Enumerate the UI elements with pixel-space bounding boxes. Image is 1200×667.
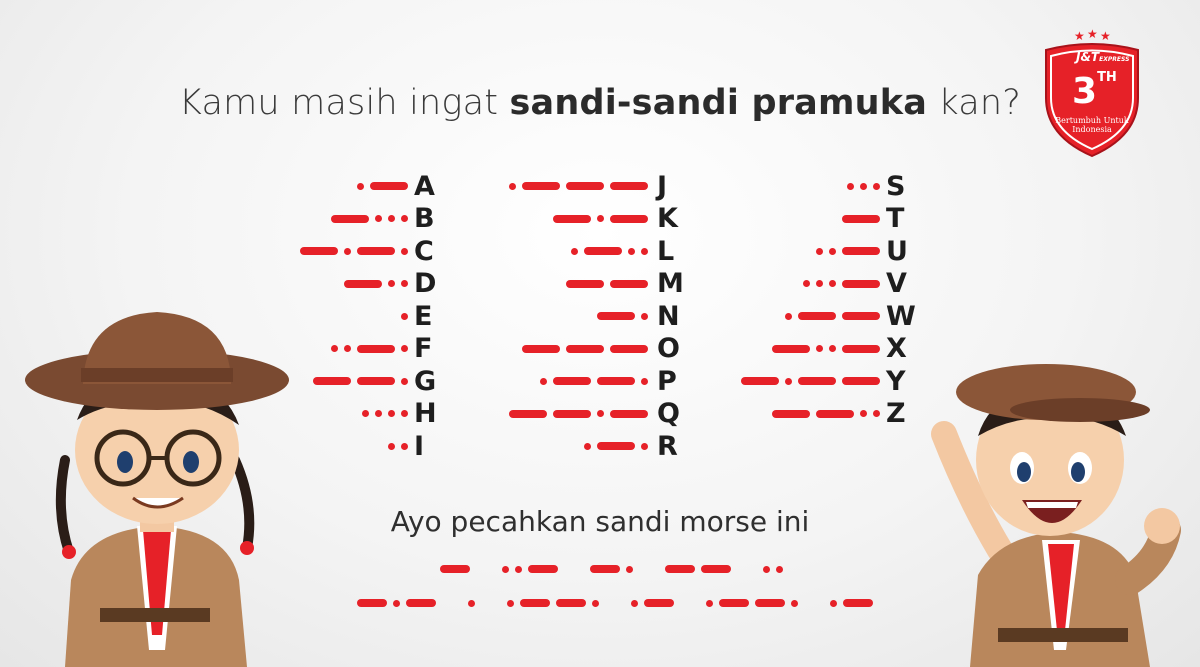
morse-dot bbox=[388, 215, 395, 222]
puzzle-word-group bbox=[468, 600, 475, 607]
morse-dash bbox=[842, 312, 880, 320]
morse-code-f bbox=[331, 334, 408, 364]
morse-code-w bbox=[785, 301, 880, 331]
morse-dot bbox=[860, 410, 867, 417]
morse-dash bbox=[440, 565, 470, 573]
morse-dot bbox=[829, 280, 836, 287]
morse-dot bbox=[816, 248, 823, 255]
morse-dash bbox=[406, 599, 436, 607]
morse-dot bbox=[829, 248, 836, 255]
morse-dot bbox=[468, 600, 475, 607]
morse-code-p bbox=[540, 366, 648, 396]
puzzle-word-group bbox=[590, 565, 633, 573]
morse-dot bbox=[706, 600, 713, 607]
morse-dot bbox=[631, 600, 638, 607]
morse-letter-n: N bbox=[657, 300, 680, 332]
morse-dot bbox=[401, 313, 408, 320]
morse-dot bbox=[344, 248, 351, 255]
morse-dot bbox=[401, 443, 408, 450]
morse-dot bbox=[803, 280, 810, 287]
morse-dot bbox=[502, 566, 509, 573]
morse-dot bbox=[641, 313, 648, 320]
morse-code-b bbox=[331, 204, 408, 234]
morse-dash bbox=[528, 565, 558, 573]
morse-dash bbox=[772, 345, 810, 353]
morse-dash bbox=[597, 377, 635, 385]
morse-code-e bbox=[401, 301, 408, 331]
badge-line1: Bertumbuh Untuk bbox=[1055, 116, 1129, 125]
morse-letter-a: A bbox=[414, 170, 435, 202]
morse-dash bbox=[357, 599, 387, 607]
morse-dash bbox=[701, 565, 731, 573]
morse-dot bbox=[344, 345, 351, 352]
morse-code-i bbox=[388, 431, 408, 461]
morse-code-m bbox=[566, 269, 648, 299]
morse-dash bbox=[665, 565, 695, 573]
morse-code-r bbox=[584, 431, 648, 461]
morse-letter-h: H bbox=[414, 398, 437, 429]
morse-code-k bbox=[553, 204, 648, 234]
morse-dash bbox=[584, 247, 622, 255]
morse-letter-p: P bbox=[657, 365, 677, 397]
morse-letter-k: K bbox=[657, 203, 678, 234]
morse-dash bbox=[610, 215, 648, 223]
morse-dot bbox=[628, 248, 635, 255]
morse-dot bbox=[641, 443, 648, 450]
morse-dot bbox=[401, 248, 408, 255]
morse-code-u bbox=[816, 236, 880, 266]
morse-dot bbox=[597, 410, 604, 417]
puzzle-word-group bbox=[502, 565, 558, 573]
heading-bold: sandi-sandi pramuka bbox=[509, 83, 928, 123]
morse-dash bbox=[842, 215, 880, 223]
badge-brand-sub: EXPRESS bbox=[1099, 56, 1130, 63]
morse-code-v bbox=[803, 269, 880, 299]
morse-dot bbox=[571, 248, 578, 255]
puzzle-prompt: Ayo pecahkan sandi morse ini bbox=[390, 505, 810, 538]
jt-anniversary-badge bbox=[1040, 28, 1144, 160]
badge-years: 3 bbox=[1072, 71, 1098, 112]
morse-letter-f: F bbox=[414, 333, 433, 364]
morse-letter-l: L bbox=[657, 235, 675, 267]
morse-letter-g: G bbox=[414, 365, 437, 397]
morse-code-l bbox=[571, 236, 648, 266]
morse-dash bbox=[331, 215, 369, 223]
morse-dot bbox=[515, 566, 522, 573]
puzzle-word-group bbox=[507, 599, 599, 607]
morse-dot bbox=[331, 345, 338, 352]
morse-dot bbox=[641, 378, 648, 385]
morse-dot bbox=[873, 410, 880, 417]
badge-years-sup: TH bbox=[1097, 70, 1117, 85]
morse-dot bbox=[847, 183, 854, 190]
morse-dot bbox=[626, 566, 633, 573]
morse-code-s bbox=[847, 171, 880, 201]
morse-dash bbox=[798, 312, 836, 320]
morse-code-z bbox=[772, 399, 880, 429]
morse-dash bbox=[357, 377, 395, 385]
morse-dot bbox=[830, 600, 837, 607]
morse-dash bbox=[556, 599, 586, 607]
morse-dot bbox=[401, 378, 408, 385]
morse-dash bbox=[522, 182, 560, 190]
morse-dash bbox=[313, 377, 351, 385]
morse-dot bbox=[763, 566, 770, 573]
svg-text:★: ★ bbox=[1074, 29, 1085, 43]
heading-pre: Kamu masih ingat bbox=[178, 83, 510, 123]
morse-dash bbox=[509, 410, 547, 418]
morse-dash bbox=[553, 377, 591, 385]
morse-letter-y: Y bbox=[886, 365, 906, 397]
morse-dash bbox=[566, 280, 604, 288]
svg-text:★: ★ bbox=[1087, 28, 1098, 41]
morse-dot bbox=[357, 183, 364, 190]
svg-text:★: ★ bbox=[1100, 29, 1111, 43]
morse-code-h bbox=[362, 399, 408, 429]
morse-dot bbox=[816, 345, 823, 352]
morse-dot bbox=[829, 345, 836, 352]
morse-dot bbox=[375, 410, 382, 417]
morse-letter-x: X bbox=[886, 333, 907, 364]
morse-code-x bbox=[772, 334, 880, 364]
morse-dash bbox=[610, 182, 648, 190]
heading bbox=[0, 83, 1200, 123]
morse-letter-t: T bbox=[886, 203, 905, 234]
morse-dot bbox=[860, 183, 867, 190]
morse-dot bbox=[540, 378, 547, 385]
morse-code-q bbox=[509, 399, 648, 429]
morse-dot bbox=[776, 566, 783, 573]
morse-code-g bbox=[313, 366, 408, 396]
morse-dash bbox=[741, 377, 779, 385]
morse-dash bbox=[842, 280, 880, 288]
morse-code-c bbox=[300, 236, 408, 266]
morse-letter-u: U bbox=[886, 235, 908, 267]
badge-brand: J&T bbox=[1076, 50, 1100, 64]
morse-letter-j: J bbox=[657, 170, 668, 202]
morse-code-t bbox=[842, 204, 880, 234]
morse-dash bbox=[566, 345, 604, 353]
puzzle-word-group bbox=[830, 599, 873, 607]
morse-dot bbox=[388, 410, 395, 417]
morse-dot bbox=[641, 248, 648, 255]
morse-dot bbox=[791, 600, 798, 607]
morse-dot bbox=[509, 183, 516, 190]
morse-dot bbox=[507, 600, 514, 607]
morse-dot bbox=[816, 280, 823, 287]
morse-letter-i: I bbox=[414, 430, 425, 462]
morse-dash bbox=[816, 410, 854, 418]
morse-dot bbox=[362, 410, 369, 417]
morse-dash bbox=[843, 599, 873, 607]
puzzle-word-group bbox=[357, 599, 436, 607]
morse-dash bbox=[610, 410, 648, 418]
morse-letter-c: C bbox=[414, 235, 434, 267]
morse-dot bbox=[393, 600, 400, 607]
morse-code-a bbox=[357, 171, 408, 201]
morse-dash bbox=[610, 280, 648, 288]
morse-letter-d: D bbox=[414, 268, 437, 299]
morse-dash bbox=[357, 345, 395, 353]
morse-dot bbox=[401, 345, 408, 352]
morse-dash bbox=[798, 377, 836, 385]
morse-dash bbox=[566, 182, 604, 190]
morse-dot bbox=[873, 183, 880, 190]
puzzle-word-group bbox=[440, 565, 470, 573]
morse-dot bbox=[597, 215, 604, 222]
morse-dash bbox=[719, 599, 749, 607]
morse-letter-q: Q bbox=[657, 398, 680, 429]
morse-dash bbox=[842, 377, 880, 385]
morse-dash bbox=[610, 345, 648, 353]
morse-dash bbox=[370, 182, 408, 190]
morse-dot bbox=[785, 378, 792, 385]
morse-dash bbox=[357, 247, 395, 255]
morse-dash bbox=[597, 312, 635, 320]
morse-code-d bbox=[344, 269, 408, 299]
morse-letter-s: S bbox=[886, 170, 906, 202]
morse-dot bbox=[592, 600, 599, 607]
morse-letter-m: M bbox=[657, 268, 684, 299]
morse-dot bbox=[401, 410, 408, 417]
morse-code-j bbox=[509, 171, 648, 201]
morse-letter-z: Z bbox=[886, 398, 906, 429]
badge-line2: Indonesia bbox=[1072, 125, 1112, 134]
morse-dash bbox=[344, 280, 382, 288]
boy-scout-illustration bbox=[930, 350, 1200, 667]
morse-dash bbox=[590, 565, 620, 573]
morse-dash bbox=[522, 345, 560, 353]
morse-dash bbox=[520, 599, 550, 607]
morse-dash bbox=[644, 599, 674, 607]
morse-dash bbox=[553, 215, 591, 223]
puzzle-word-group bbox=[706, 599, 798, 607]
morse-dot bbox=[785, 313, 792, 320]
morse-dash bbox=[553, 410, 591, 418]
morse-dot bbox=[401, 215, 408, 222]
morse-code-y bbox=[741, 366, 880, 396]
morse-dash bbox=[772, 410, 810, 418]
puzzle-word-group bbox=[763, 566, 783, 573]
morse-dot bbox=[375, 215, 382, 222]
morse-letter-e: E bbox=[414, 300, 433, 332]
morse-dot bbox=[401, 280, 408, 287]
morse-dash bbox=[597, 442, 635, 450]
morse-letter-v: V bbox=[886, 268, 907, 299]
morse-dash bbox=[842, 345, 880, 353]
morse-dot bbox=[584, 443, 591, 450]
puzzle-line-1 bbox=[440, 565, 783, 573]
girl-scout-illustration bbox=[25, 290, 290, 667]
morse-code-o bbox=[522, 334, 648, 364]
morse-letter-o: O bbox=[657, 333, 680, 364]
morse-dash bbox=[300, 247, 338, 255]
morse-letter-w: W bbox=[886, 300, 916, 332]
puzzle-word-group bbox=[631, 599, 674, 607]
morse-letter-b: B bbox=[414, 203, 435, 234]
puzzle-line-2 bbox=[357, 599, 873, 607]
morse-letter-r: R bbox=[657, 430, 678, 462]
morse-dot bbox=[388, 280, 395, 287]
morse-dash bbox=[842, 247, 880, 255]
morse-dot bbox=[388, 443, 395, 450]
heading-post: kan? bbox=[927, 83, 1022, 123]
morse-code-n bbox=[597, 301, 648, 331]
puzzle-word-group bbox=[665, 565, 731, 573]
morse-dash bbox=[755, 599, 785, 607]
